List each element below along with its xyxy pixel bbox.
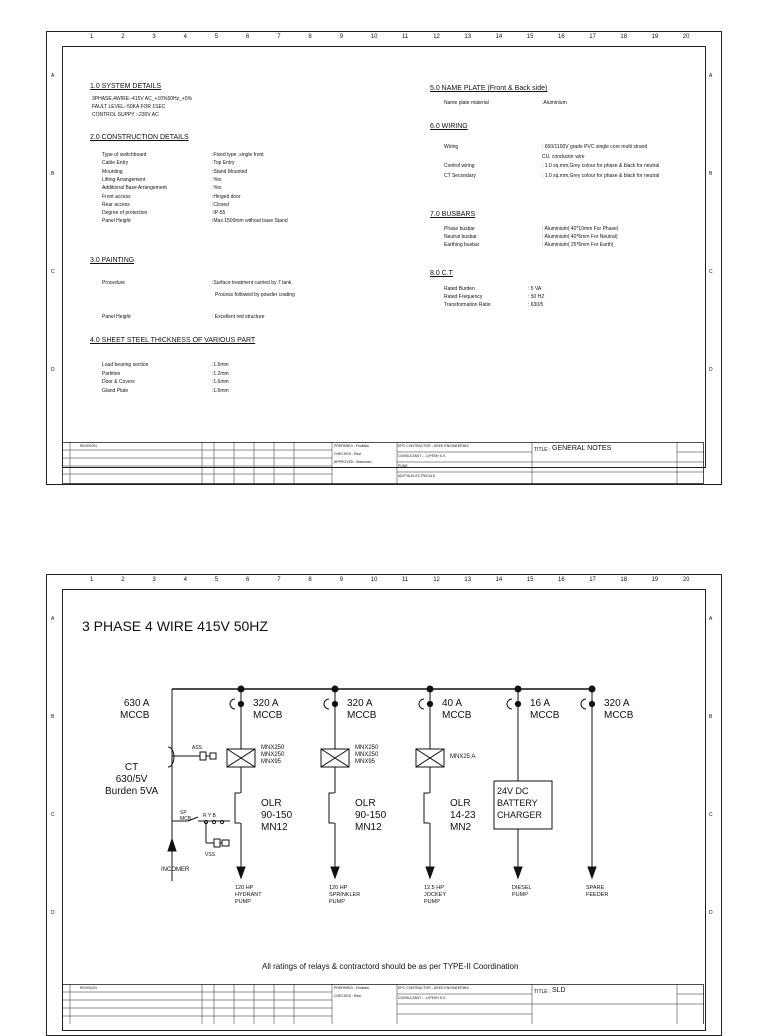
spec-value: :IP-55 [212, 210, 226, 217]
olr-label: OLR 14-23 MN2 [450, 798, 476, 833]
sheet-sld [0, 571, 768, 1024]
feeder-rating: 320 A [347, 698, 373, 709]
column-number: 14 [495, 34, 503, 40]
ct-label: CT 630/5V Burden 5VA [105, 762, 159, 797]
column-number: 20 [682, 577, 690, 583]
panel-height-key: Panel Height [102, 314, 131, 320]
load-label: 120 HP HYDRANT PUMP [235, 885, 262, 905]
column-number: 19 [651, 577, 659, 583]
consultant: CONSULTANT :- -LIPESH S.S [398, 996, 446, 1000]
row-letter: B [51, 714, 55, 720]
section-1-title: 1.0 SYSTEM DETAILS [90, 83, 162, 90]
drawing-title: SLD [552, 987, 566, 994]
column-number: 10 [370, 34, 378, 40]
column-number: 2 [121, 34, 125, 40]
row-letter: D [709, 910, 713, 916]
olr-symbol [235, 793, 241, 823]
section-4-title: 4.0 SHEET STEEL THICKNESS OF VARIOUS PART [90, 337, 256, 344]
spec-key: Earthing busbar [444, 242, 480, 248]
column-number: 2 [121, 577, 125, 583]
title-label: TITLE : [534, 989, 551, 995]
column-number: 15 [526, 577, 534, 583]
row-letter: A [709, 73, 713, 79]
column-number: 18 [620, 34, 628, 40]
column-number: 16 [558, 577, 565, 583]
load-label: 120 HP SPRINKLER PUMP [329, 885, 361, 905]
column-number: 16 [558, 34, 565, 40]
row-letter: B [709, 171, 713, 177]
prepared-by: PREPARED : Fesibilia [334, 444, 369, 448]
spec-key: Additional Base Arrangement [102, 185, 167, 192]
olr-label: OLR 90-150 MN12 [261, 798, 293, 833]
spec-value: :1.6mm [212, 379, 229, 385]
row-letter: A [51, 616, 55, 622]
busbar-node [427, 686, 433, 692]
spec-key: Neutral busbar [444, 234, 477, 240]
spec-value: :Closed [212, 201, 229, 208]
section-8-title: 8.0 C.T [430, 270, 453, 277]
section-6-title: 6.0 WIRING [430, 123, 468, 130]
column-number: 7 [277, 577, 281, 583]
spec-key: Type of switchboard [102, 152, 147, 158]
load-arrow [426, 867, 434, 878]
column-number: 3 [152, 34, 156, 40]
sp-label: SP [180, 810, 187, 816]
spec-value: : Aluminium( 40*6mm For Neutral) [542, 234, 618, 240]
feeder-type: MCCB [442, 710, 472, 721]
load-label: SPARE FEEDER [586, 885, 609, 898]
column-number: 20 [682, 34, 690, 40]
olr-symbol [329, 793, 335, 823]
designer: ADITYA ELECTRICALS [398, 474, 436, 478]
column-number: 1 [90, 34, 94, 40]
column-number: 8 [308, 34, 312, 40]
revision-label: REVISION [80, 986, 97, 990]
contractor: EPC CONTRACTOR :-SEED ENGINEERING [398, 444, 469, 448]
spec-key: Mounting [102, 168, 123, 175]
vss-label: VSS [205, 852, 216, 858]
spec-key: Door & Covers [102, 379, 135, 385]
spec-value: : 650/1100V grade PVC single core multi strand [542, 144, 648, 150]
column-number: 18 [620, 577, 628, 583]
mcb-label: MCB [180, 816, 192, 822]
column-number: 11 [402, 34, 409, 40]
spec-key: Load bearing section [102, 362, 149, 368]
nameplate-value: :Aluminium [542, 100, 567, 106]
column-number: 3 [152, 577, 156, 583]
column-number: 17 [589, 577, 596, 583]
spec-key: Wiring [444, 144, 459, 150]
spec-key: Rear access [102, 201, 130, 208]
revision-label: REVISION [80, 444, 97, 448]
incomer-label: INCOMER [161, 867, 190, 873]
ass-label: ASS [192, 745, 203, 751]
feeder-rating: 320 A [604, 698, 630, 709]
sheet-general-notes [0, 28, 768, 490]
mccb-contact [332, 701, 337, 706]
section-2-title: 2.0 CONSTRUCTION DETAILS [90, 134, 189, 141]
column-number: 19 [651, 34, 659, 40]
title-label: TITLE : [534, 447, 551, 453]
busbar-node [589, 686, 595, 692]
row-letter: D [709, 367, 713, 373]
procedure-value: :Surface treatment carried by 7 tank [212, 280, 292, 286]
spec-value: :Yes [212, 185, 222, 192]
busbar-node [332, 686, 338, 692]
spec-value: :1.6mm [212, 362, 229, 368]
column-number: 5 [214, 577, 219, 583]
column-number: 4 [183, 34, 187, 40]
client: PUNE [398, 464, 408, 468]
feeder-type: MCCB [604, 710, 634, 721]
load-label: 12.5 HP JOCKEY PUMP [424, 885, 447, 905]
section-3-title: 3.0 PAINTING [90, 257, 135, 264]
olr-symbol [424, 793, 430, 823]
section-1-line: 3PHASE,4WIRE:-415V AC_+10%50Hz_+5% [92, 96, 193, 102]
column-number: 17 [589, 34, 596, 40]
spec-value: : 50 HZ [528, 294, 545, 300]
column-number: 14 [495, 577, 503, 583]
row-letter: C [709, 812, 713, 818]
mccb-arc [419, 699, 424, 709]
mccb-arc [581, 699, 586, 709]
panel-height-value: : Excellent red structure [212, 314, 265, 320]
spec-value: :Top Entry [212, 160, 235, 167]
contractor: EPC CONTRACTOR :-SEED ENGINEERING [398, 986, 469, 990]
feeder-rating: 320 A [253, 698, 279, 709]
column-number: 5 [214, 34, 219, 40]
column-number: 12 [433, 34, 440, 40]
load-arrow [588, 867, 596, 878]
mccb-contact [589, 701, 594, 706]
column-number: 8 [308, 577, 312, 583]
column-number: 12 [433, 577, 440, 583]
spec-key: Phase busbar [444, 226, 475, 232]
section-1-line: FAULT LEVEL:-50KA FOR 1SEC [92, 104, 166, 110]
contactor-label: MNX250 MNX250 MNX95 [261, 745, 285, 765]
section-7-title: 7.0 BUSBARS [430, 211, 476, 218]
drawing-title: GENERAL NOTES [552, 445, 612, 452]
prepared-by: PREPARED : Fesibilia [334, 986, 369, 990]
incomer-arrow [168, 839, 176, 851]
ryb-label: R Y B [203, 813, 216, 819]
spec-value: :Max.1500mm without base Stand [212, 218, 288, 225]
row-letter: C [51, 269, 55, 275]
spec-value: : Aluminium( 25*6mm For Earth) [542, 242, 614, 248]
column-number: 13 [464, 577, 472, 583]
feeder-rating: 16 A [530, 698, 551, 709]
busbar-node [238, 686, 244, 692]
row-letter: A [51, 73, 55, 79]
row-letter: A [709, 616, 713, 622]
mccb-contact [515, 701, 520, 706]
nameplate-key: Name plate material [444, 100, 489, 106]
spec-value: :Hinged door [212, 193, 241, 200]
load-arrow [237, 867, 245, 878]
column-number: 1 [90, 577, 94, 583]
spec-key: Degree of protection [102, 210, 148, 217]
olr-label: OLR 90-150 MN12 [355, 798, 387, 833]
column-number: 4 [183, 577, 187, 583]
spec-key: Control wiring [444, 163, 475, 169]
feeder-type: MCCB [253, 710, 283, 721]
mccb-arc [507, 699, 512, 709]
feeder-type: MCCB [347, 710, 377, 721]
row-letter: C [709, 269, 713, 275]
incomer-mccb-label: 630 A MCCB [120, 698, 150, 721]
column-number: 7 [277, 34, 281, 40]
approved-by: APPROVED : Manuwan [334, 460, 372, 464]
spec-key: Cable Entry [102, 160, 129, 167]
load-arrow [331, 867, 339, 878]
consultant: CONSULTANT :- -LIPESH S.S [398, 454, 446, 458]
column-number: 13 [464, 34, 472, 40]
ct-symbol [168, 747, 174, 767]
spec-key: Transformation Ratio [444, 302, 491, 308]
row-letter: B [51, 171, 55, 177]
spec-value: :Yes [212, 176, 222, 183]
load-label: DIESEL PUMP [512, 885, 532, 898]
contactor-label: MNX250 MNX250 MNX95 [355, 745, 379, 765]
column-number: 15 [526, 34, 534, 40]
busbar-node [515, 686, 521, 692]
spec-key: Partition [102, 370, 121, 377]
spec-value: :Fixed type ,single front [212, 152, 264, 158]
coordination-note: All ratings of relays & contractord should be as per TYPE-II Coordination [262, 962, 519, 971]
mccb-contact [427, 701, 432, 706]
diagram-heading: 3 PHASE 4 WIRE 415V 50HZ [82, 618, 268, 634]
contactor-label: MNX25 A [450, 754, 476, 760]
spec-key: Front access [102, 193, 131, 200]
spec-key: Lifting Arrangement [102, 176, 146, 183]
spec-value: CU. conductor wire [542, 153, 585, 160]
feeder-rating: 40 A [442, 698, 463, 709]
mccb-arc [230, 699, 235, 709]
procedure-value: Process followed by powder coating [215, 292, 295, 298]
spec-key: Panel Height [102, 218, 131, 225]
section-5-title: 5.0 NAME PLATE (Front & Back side) [430, 85, 548, 92]
column-number: 6 [246, 34, 250, 40]
column-number: 10 [370, 577, 378, 583]
title-block [62, 984, 704, 1024]
checked-by: CHECKED : Ravi [334, 452, 362, 456]
row-letter: B [709, 714, 713, 720]
charger-label: 24V DC BATTERY CHARGER [497, 786, 543, 820]
mccb-arc [324, 699, 329, 709]
spec-value: :1.2mm [212, 370, 229, 377]
section-1-line: CONTROL SUPPY :-230V AC [92, 112, 159, 118]
spec-value: : 5 VA [528, 286, 542, 292]
spec-key: Rated Burden [444, 286, 475, 292]
column-number: 6 [246, 577, 250, 583]
spec-value: : Aluminium( 40*10mm For Phase) [542, 226, 619, 232]
spec-key: CT Secondary [444, 172, 476, 179]
feeder-type: MCCB [530, 710, 560, 721]
procedure-key: Procedure [102, 280, 126, 286]
column-number: 9 [339, 577, 343, 583]
spec-value: : 1.0 sq.mm,Grey colour for phase & black for neutral [542, 163, 660, 169]
load-arrow [514, 867, 522, 878]
checked-by: CHECKED : Ravi [334, 994, 362, 998]
spec-key: Rated Frequency [444, 294, 483, 300]
spec-value: : 1.0 sq.mm,Grey colour for phase & black for neutral [542, 172, 660, 179]
spec-value: :Stand Mounted [212, 168, 248, 175]
spec-value: : 630/5 [528, 302, 544, 308]
row-letter: D [51, 367, 55, 373]
row-letter: D [51, 910, 55, 916]
mccb-contact [238, 701, 243, 706]
column-number: 11 [402, 577, 409, 583]
column-number: 9 [339, 34, 343, 40]
row-letter: C [51, 812, 55, 818]
spec-key: Gland Plate [102, 387, 129, 394]
spec-value: :1.6mm [212, 387, 229, 394]
